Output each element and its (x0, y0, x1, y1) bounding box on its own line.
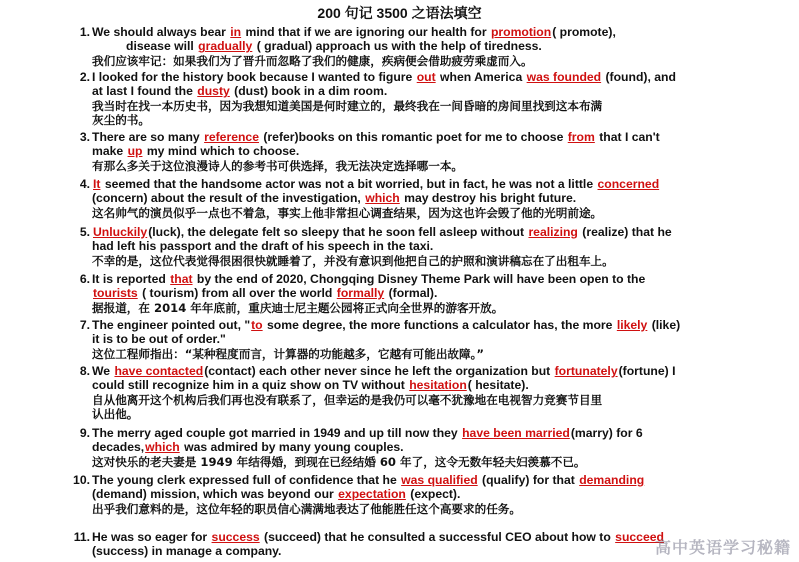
sentence-text: my mind which to choose. (143, 144, 300, 159)
sentence-text: it is to be out of order." (92, 332, 226, 347)
answer-blank: out (416, 70, 436, 84)
sentence-text: (contact) each other never since he left the organization but (204, 364, 554, 378)
sentence-text: could still recognize him in a quiz show on TV without (92, 378, 409, 393)
sentence-text: (fortune) I (618, 364, 676, 378)
exercise-item (79, 225, 732, 268)
sentence-text: There are so many (92, 130, 204, 144)
chinese-translation: 自从他离开这个机构后我们再也没有联系了，但幸运的是我仍可以毫不犹豫地在电视智力竞赛节目里 (92, 392, 603, 407)
sentence-text: (succeed) that he consulted a successful CEO about how to (260, 530, 615, 544)
page-title: 200 句记 3500 之语法填空 (317, 5, 482, 21)
answer-blank: hesitation (409, 378, 467, 393)
answer-blank: have been married (462, 426, 570, 440)
sentence-text: (expect). (406, 487, 461, 502)
chinese-translation: 灰尘的书。 (92, 113, 150, 128)
sentence-text: at last I found the (92, 84, 197, 99)
sentence-text: (like) (648, 318, 681, 332)
item-number: 2. (79, 70, 90, 84)
chinese-translation: 我当时在找一本历史书，因为我想知道美国是何时建立的，最终我在一间昏暗的房间里找到这本布满 (92, 98, 603, 113)
answer-blank: which (365, 191, 400, 206)
english-line (92, 378, 732, 392)
answer-blank: formally (336, 286, 385, 301)
answer-blank: to (251, 318, 263, 332)
answer-blank: in (230, 25, 242, 39)
answer-blank: up (127, 144, 143, 159)
english-line (92, 177, 732, 191)
sentence-text: ( promote), (552, 25, 616, 39)
answer-blank: have contacted (114, 364, 204, 378)
answer-blank: tourists (93, 286, 138, 301)
english-line (92, 318, 732, 332)
english-line (92, 544, 732, 558)
sentence-text: The young clerk expressed full of confidence that he (92, 473, 401, 487)
sentence-text: ( gradual) approach us with the help of tiredness. (253, 39, 542, 54)
answer-blank: was founded (526, 70, 602, 84)
answer-blank: success (211, 530, 260, 544)
sentence-text: ( hesitate). (467, 378, 529, 393)
sentence-text: It is reported (92, 272, 170, 286)
english-line (92, 440, 732, 454)
sentence-text: (refer)books on this romantic poet for me to choose (259, 130, 567, 144)
exercise-item (79, 426, 732, 469)
exercise-item (73, 473, 732, 516)
answer-blank: was qualified (401, 473, 478, 487)
answer-blank: reference (204, 130, 259, 144)
sentence-text: mind that if we are ignoring our health for (242, 25, 490, 39)
english-line (92, 84, 732, 98)
item-number: 4. (79, 177, 90, 191)
item-number: 7. (79, 318, 90, 332)
answer-blank: realizing (528, 225, 578, 239)
answer-blank: which (145, 440, 180, 455)
exercise-item (79, 130, 732, 173)
sentence-text: disease will (126, 39, 198, 54)
sentence-text: was admired by many young couples. (180, 440, 404, 455)
english-line (92, 487, 732, 501)
answer-blank: from (567, 130, 595, 144)
english-line (92, 426, 732, 440)
exercise-item (79, 70, 732, 128)
answer-blank: expectation (338, 487, 406, 502)
item-number: 11. (73, 530, 90, 544)
answer-blank: that (170, 272, 193, 286)
item-number: 3. (79, 130, 90, 144)
watermark: 高中英语学习秘籍 (654, 540, 791, 557)
sentence-text: I looked for the history book because I wanted to figure (92, 70, 416, 84)
english-line (92, 473, 732, 487)
exercise-item (79, 318, 732, 361)
exercise-item (79, 25, 732, 68)
exercise-item (79, 177, 732, 220)
answer-blank: It (93, 177, 101, 191)
answer-blank: promotion (490, 25, 552, 39)
sentence-text: (dust) book in a dim room. (230, 84, 388, 99)
english-line (92, 225, 732, 239)
english-line (92, 239, 732, 253)
english-line (92, 70, 732, 84)
chinese-translation: 据报道，在 2014 年年底前，重庆迪士尼主题公园将正式向全世界的游客开放。 (92, 300, 504, 315)
sentence-text: He was so eager for (92, 530, 211, 544)
english-line (92, 286, 732, 300)
item-number: 5. (79, 225, 90, 239)
english-line (92, 130, 732, 144)
answer-blank: concerned (597, 177, 660, 191)
english-line (92, 332, 732, 346)
sentence-text: that I can't (595, 130, 660, 144)
sentence-text: decades, (92, 440, 145, 455)
sentence-text: (success) in manage a company. (92, 544, 282, 559)
english-line (92, 191, 732, 205)
english-line (92, 272, 732, 286)
english-line (92, 39, 732, 53)
sentence-text: We should always bear (92, 25, 230, 39)
chinese-translation: 我们应该牢记：如果我们为了晋升而忽略了我们的健康，疾病便会借助疲劳乘虚而入。 (92, 53, 533, 68)
item-number: 10. (73, 473, 90, 487)
answer-blank: Unluckily (93, 225, 148, 239)
sentence-text: make (92, 144, 127, 159)
sentence-text: by the end of 2020, Chongqing Disney Theme Park will have been open to the (193, 272, 646, 286)
sentence-text: seemed that the handsome actor was not a bit worried, but in fact, he was not a little (101, 177, 597, 191)
sentence-text: (luck), the delegate felt so sleepy that he soon fell asleep without (148, 225, 528, 239)
answer-blank: dusty (197, 84, 230, 99)
english-line (92, 144, 732, 158)
english-line (92, 364, 732, 378)
answer-blank: demanding (579, 473, 645, 487)
answer-blank: succeed (615, 530, 664, 544)
exercise-item (73, 530, 732, 559)
sentence-text: may destroy his bright future. (400, 191, 577, 206)
answer-blank: gradually (198, 39, 253, 54)
exercise-item (79, 364, 732, 422)
chinese-translation: 有那么多关于这位浪漫诗人的参考书可供选择，我无法决定选择哪一本。 (92, 158, 464, 173)
answer-blank: likely (616, 318, 648, 332)
item-number: 9. (79, 426, 90, 440)
english-line (92, 25, 732, 39)
item-number: 1. (79, 25, 90, 39)
sentence-text: (marry) for 6 (570, 426, 643, 440)
chinese-translation: 认出他。 (92, 407, 139, 422)
sentence-text: (demand) mission, which was beyond our (92, 487, 338, 502)
sentence-text: (concern) about the result of the investigation, (92, 191, 365, 206)
exercise-item (79, 272, 732, 315)
sentence-text: (formal). (385, 286, 438, 301)
sentence-text: We (92, 364, 114, 378)
chinese-translation: 这对快乐的老夫妻是 1949 年结得婚，到现在已经结婚 60 年了，这令无数年轻夫妇羡慕不已。 (92, 454, 586, 469)
sentence-text: (found), and (602, 70, 676, 84)
sentence-text: (qualify) for that (478, 473, 579, 487)
chinese-translation: 这名帅气的演员似乎一点也不着急，事实上他非常担心调查结果，因为这也许会毁了他的光明前途。 (92, 205, 603, 220)
english-line (92, 530, 732, 544)
item-number: 6. (79, 272, 90, 286)
chinese-translation: 出乎我们意料的是，这位年轻的职员信心满满地表达了他能胜任这个高要求的任务。 (92, 501, 521, 516)
sentence-text: The merry aged couple got married in 1949 and up till now they (92, 426, 462, 440)
sentence-text: had left his passport and the draft of his speech in the taxi. (92, 239, 434, 254)
chinese-translation: 这位工程师指出：“某种程度而言，计算器的功能越多，它越有可能出故障。” (92, 346, 485, 361)
answer-blank: fortunately (554, 364, 618, 378)
sentence-text: (realize) that he (578, 225, 672, 239)
item-number: 8. (79, 364, 90, 378)
sentence-text: ( tourism) from all over the world (138, 286, 336, 301)
chinese-translation: 不幸的是，这位代表觉得很困很快就睡着了，并没有意识到他把自己的护照和演讲稿忘在了出租车上。 (92, 253, 614, 268)
sentence-text: when America (436, 70, 526, 84)
sentence-text: The engineer pointed out, " (92, 318, 251, 332)
sentence-text: some degree, the more functions a calculator has, the more (263, 318, 616, 332)
